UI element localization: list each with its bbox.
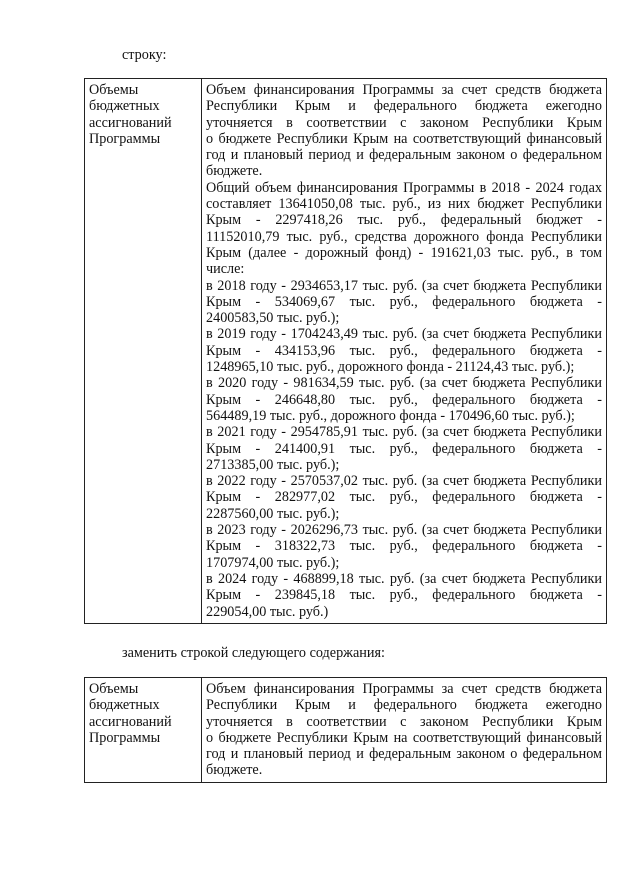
- row-content-cell: [202, 79, 607, 624]
- content-line: Объем финансирования Программы за счет средств бюджета: [206, 82, 602, 98]
- label-line: Объемы: [89, 681, 139, 697]
- content-line: Объем финансирования Программы за счет средств бюджета: [206, 681, 602, 697]
- content-line: Крым - 239845,18 тыс. руб., федерального бюджета -: [206, 587, 602, 604]
- content-line: в 2021 году - 2954785,91 тыс. руб. (за счет бюджета Республики: [206, 424, 602, 441]
- table-row: [85, 678, 607, 783]
- content-line: числе:: [206, 261, 245, 278]
- content-line: в 2018 году - 2934653,17 тыс. руб. (за счет бюджета Республики: [206, 277, 602, 294]
- content-line: 2400583,50 тыс. руб.);: [206, 310, 340, 327]
- content-line: Крым - 241400,91 тыс. руб., федерального бюджета -: [206, 440, 602, 457]
- funding-table-old: [84, 78, 607, 624]
- content-line: в 2023 году - 2026296,73 тыс. руб. (за счет бюджета Республики: [206, 522, 602, 539]
- content-line: Крым - 534069,67 тыс. руб., федерального бюджета -: [206, 293, 602, 310]
- content-line: год и плановый период и федеральным законом о федеральном: [206, 746, 602, 763]
- label-line: бюджетных: [89, 98, 160, 115]
- content-line: 11152010,79 тыс. руб., средства дорожного фонда Республики: [206, 228, 602, 245]
- row-label-cell: [85, 678, 202, 783]
- label-line: ассигнований: [89, 713, 172, 730]
- row-label-cell: [85, 79, 202, 624]
- content-line: Республики Крым и федерального бюджета ежегодно: [206, 697, 602, 714]
- label-line: ассигнований: [89, 114, 172, 131]
- content-line: в 2020 году - 981634,59 тыс. руб. (за счет бюджета Республики: [206, 375, 602, 392]
- content-line: Крым - 282977,02 тыс. руб., федерального бюджета -: [206, 489, 602, 506]
- content-line: 1248965,10 тыс. руб., дорожного фонда - 21124,43 тыс. руб.);: [206, 359, 575, 376]
- content-line: Общий объем финансирования Программы в 2018 - 2024 годах: [206, 179, 602, 196]
- content-line: 2713385,00 тыс. руб.);: [206, 456, 340, 473]
- content-line: Крым - 434153,96 тыс. руб., федерального бюджета -: [206, 342, 602, 359]
- content-line: о бюджете Республики Крым на соответствующий финансовый: [206, 130, 602, 147]
- content-line: 1707974,00 тыс. руб.);: [206, 554, 340, 571]
- content-line: уточняется в соответствии с законом Республики Крым: [206, 114, 602, 131]
- content-line: в 2024 году - 468899,18 тыс. руб. (за счет бюджета Республики: [206, 570, 602, 587]
- content-line: Республики Крым и федерального бюджета ежегодно: [206, 98, 602, 115]
- label-line: бюджетных: [89, 697, 160, 714]
- content-line: в 2019 году - 1704243,49 тыс. руб. (за счет бюджета Республики: [206, 326, 602, 343]
- content-line: о бюджете Республики Крым на соответствующий финансовый: [206, 729, 602, 746]
- intro-text: строку:: [122, 47, 167, 63]
- content-line: бюджете.: [206, 163, 263, 180]
- content-line: Крым - 246648,80 тыс. руб., федерального бюджета -: [206, 391, 602, 408]
- label-line: Объемы: [89, 82, 139, 98]
- label-line: Программы: [89, 729, 161, 746]
- funding-table-new: [84, 677, 607, 783]
- row-content-cell: [202, 678, 607, 783]
- content-line: Крым - 318322,73 тыс. руб., федерального бюджета -: [206, 538, 602, 555]
- content-line: 564489,19 тыс. руб., дорожного фонда - 170496,60 тыс. руб.);: [206, 407, 575, 424]
- replace-instruction: заменить строкой следующего содержания:: [122, 645, 385, 661]
- content-line: 229054,00 тыс. руб.): [206, 603, 329, 620]
- label-line: Программы: [89, 130, 161, 147]
- content-line: в 2022 году - 2570537,02 тыс. руб. (за счет бюджета Республики: [206, 473, 602, 490]
- content-line: Крым - 2297418,26 тыс. руб., федеральный бюджет -: [206, 212, 602, 229]
- content-line: год и плановый период и федеральным законом о федеральном: [206, 147, 602, 164]
- content-line: 2287560,00 тыс. руб.);: [206, 505, 340, 522]
- content-line: составляет 13641050,08 тыс. руб., из них бюджет Республики: [206, 196, 602, 213]
- table-row: [85, 79, 607, 624]
- content-line: уточняется в соответствии с законом Республики Крым: [206, 713, 602, 730]
- content-line: бюджете.: [206, 762, 263, 779]
- content-line: Крым (далее - дорожный фонд) - 191621,03 тыс. руб., в том: [206, 244, 602, 261]
